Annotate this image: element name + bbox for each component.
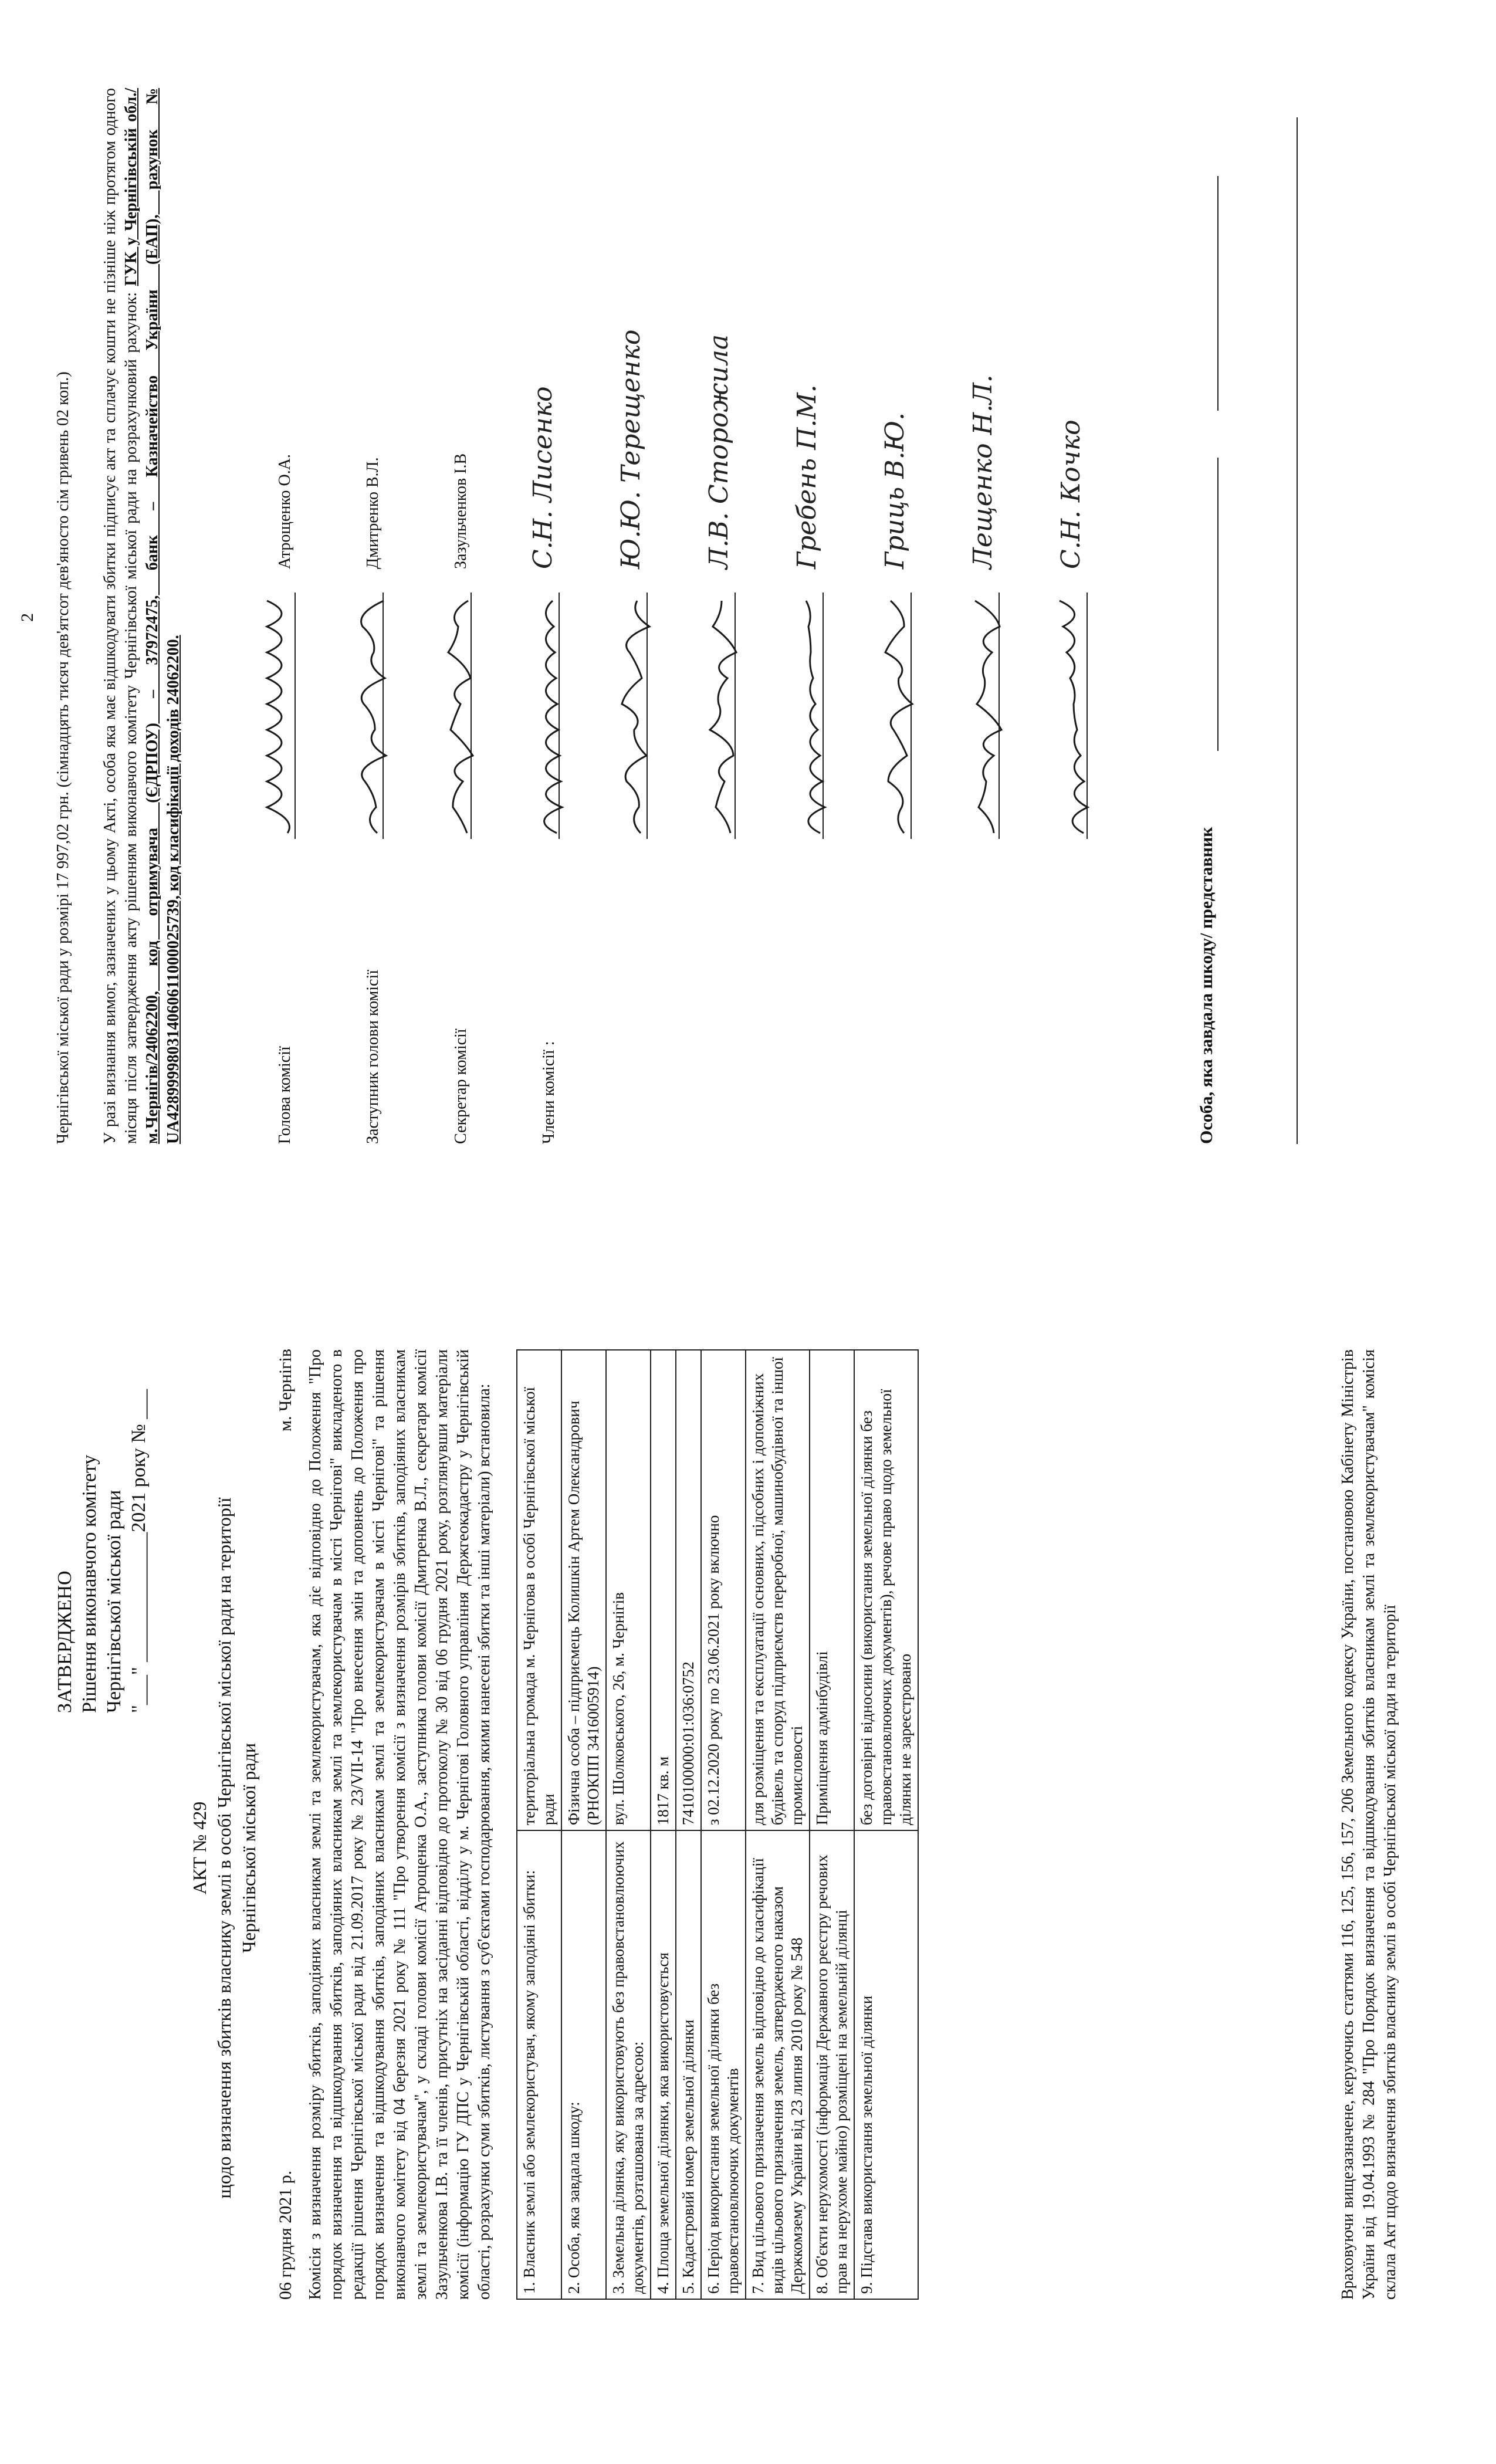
row-field: 1. Власник землі або землекористувач, якому заподіяні збитки: xyxy=(517,1830,561,2299)
handwritten-signature xyxy=(258,593,305,839)
act-details-table xyxy=(516,1349,919,2300)
signature-row xyxy=(346,88,399,1144)
bank-details: ГУК у Чернігівській обл./м.Чернігів/24062200, код отримувача (ЄДРПОУ) – 37972475, банк – Казначейство України (ЕАП), рахунок № UA428999980314060611000025739, код класифікації доходів 24062200. xyxy=(122,87,182,1144)
table-row xyxy=(517,1350,561,2299)
approval-line-3: "___" _____________2021 року № ___ xyxy=(128,1389,150,1713)
approval-line-1: Рішення виконавчого комітету xyxy=(79,1454,100,1713)
row-field: 4. Площа земельної ділянки, яка використовується xyxy=(651,1830,676,2299)
signature-row xyxy=(962,88,1015,1144)
handwritten-signature xyxy=(698,593,745,839)
act-city: м. Чернігів xyxy=(276,1349,295,1431)
row-field: 5. Кадастровий номер земельної ділянки xyxy=(676,1830,701,2299)
signer-role: Секретар комісії xyxy=(452,1028,470,1144)
signature-row xyxy=(610,88,663,1144)
payment-text: У разі визнання вимог, зазначених у цьому Акті, особа яка має відшкодувати збитки підписує акт та сплачує кошти не пізніше ніж протягом одного місяця після затвердження акту рішенням виконавчого комітету Чернігівської міської ради на розрахунковий рахунок: xyxy=(101,88,140,1144)
signature-row xyxy=(698,88,751,1144)
table-row xyxy=(701,1350,746,2299)
act-subject-2: Чернігівської міської ради xyxy=(238,1743,259,1953)
row-value: 7410100000:01:036:0752 xyxy=(676,1350,701,1830)
closing-paragraph: Враховуючи вищезазначене, керуючись статтями 116, 125, 156, 157, 206 Земельного кодексу України, постановою Кабінету Міністрів України від 19.04.1993 № 284 "Про Порядок визначення та відшкодування збитків власникам землі та землекористувачам" комісія склала Акт щодо визначення збитків власнику землі в особі Чернігівської міської ради на території xyxy=(1339,1349,1399,2300)
signature-row xyxy=(786,88,839,1144)
signer-role: Члени комісії : xyxy=(540,1041,558,1144)
act-date: 06 грудня 2021 р. xyxy=(276,2170,295,2300)
approval-block xyxy=(53,1302,151,1713)
handwritten-signature xyxy=(1050,593,1097,839)
representative-signature-line xyxy=(1217,458,1219,751)
signature-row xyxy=(874,88,927,1144)
signer-name: Зазульченков І.В xyxy=(452,453,470,569)
handwritten-name: Ю.Ю. Терещенко xyxy=(616,329,646,569)
row-field: 7. Вид цільового призначення земель відповідно до класифікації видів цільового призначення земель, затвердженого наказом Держкомзему України від 23 липня 2010 року № 548 xyxy=(746,1830,810,2299)
approval-line-2: Чернігівської міської ради xyxy=(103,1490,125,1713)
signature-row xyxy=(258,88,311,1144)
row-value: для розміщення та експлуатації основних, підсобних і допоміжних будівель та споруд підприємств переробної, машинобудівної та іншої промисловості xyxy=(746,1350,810,1830)
amount-paragraph: Чернігівської міської ради у розмірі 17 997,02 грн. (сімнадцять тисяч дев'ятсот дев'яносто сім гривень 02 коп.) xyxy=(54,371,72,1144)
representative-name-line xyxy=(1217,176,1219,411)
signature-row xyxy=(1050,88,1103,1144)
handwritten-signature xyxy=(346,593,393,839)
handwritten-name: Лещенко Н.Л. xyxy=(968,374,998,569)
act-number: АКТ № 429 xyxy=(189,1801,210,1895)
table-row xyxy=(651,1350,676,2299)
row-value: вул. Шолковського, 26, м. Чернігів xyxy=(606,1350,651,1830)
handwritten-signature xyxy=(434,593,481,839)
handwritten-name: Гриць В.Ю. xyxy=(880,412,910,569)
row-field: 8. Об'єкти нерухомості (інформація Державного реєстру речових прав на нерухоме майно) розміщені на земельній ділянці xyxy=(810,1830,854,2299)
signature-row xyxy=(522,88,575,1144)
table-row xyxy=(606,1350,651,2299)
signature-row xyxy=(434,88,487,1144)
act-page-1 xyxy=(0,1232,1496,2464)
table-row xyxy=(561,1350,606,2299)
signer-role: Голова комісії xyxy=(276,1046,294,1144)
row-value: Приміщення адмінбудівлі xyxy=(810,1350,854,1830)
table-row xyxy=(676,1350,701,2299)
handwritten-signature xyxy=(610,593,657,839)
row-value: територіальна громада м. Чернігова в особі Чернігівської міської ради xyxy=(517,1350,561,1830)
intro-paragraph: Комісія з визначення розміру збитків, заподіяних власникам землі та землекористувачам, яка діє відповідно до Положення "Про порядок визначення та відшкодування збитків, заподіяних власникам землі та землекористувачам в місті Чернігові" викладеного в редакції рішення Чернігівської міської ради від 21.09.2017 року № 23/VII-14 "Про внесення змін та доповнень до Положення про порядок визначення та відшкодування збитків, заподіяних власникам землі та землекористувачам в місті Чернігові" та рішення виконавчого комітету від 04 березня 2021 року № 111 "Про утворення комісії з визначення розмірів збитків, заподіяних власникам землі та землекористувачам", у складі голови комісії Атрощенка О.А., заступника голови комісії Дмитренка В.Л., секретаря комісії Зазульченкова І.В. та її членів, присутніх на засіданні відповідно до протоколу № 30 від 06 грудня 2021 року, розглянувши матеріали комісії (інформацію ГУ ДПС у Чернігівській області, відділу у м. Чернігові Головного управління Держгеокадастру у Чернігівській області, розрахунки суми збитків, листування з суб'єктами господарювання, якими нанесені збитки та інші матеріали) встановила: xyxy=(306,1349,493,2300)
signer-role: Заступник голови комісії xyxy=(364,969,382,1144)
payment-paragraph xyxy=(100,88,184,1144)
row-value: без договірні відносини (використання земельної ділянки без правовстановлюючих документів), речове право щодо земельної ділянки не зареєстровано xyxy=(854,1350,918,1830)
handwritten-signature xyxy=(874,593,921,839)
row-field: 9. Підстава використання земельної ділянки xyxy=(854,1830,918,2299)
row-value: Фізична особа – підприємець Колишкін Артем Олександрович (РНОКПП 3416005914) xyxy=(561,1350,606,1830)
table-row xyxy=(810,1350,854,2299)
row-field: 6. Період використання земельної ділянки без правовстановлюючих документів xyxy=(701,1830,746,2299)
table-row xyxy=(746,1350,810,2299)
handwritten-signature xyxy=(786,593,833,839)
page-number: 2 xyxy=(18,613,37,622)
signer-name: Дмитренко В.Л. xyxy=(364,457,382,569)
row-field: 3. Земельна ділянка, яку використовують без правовстановлюючих документів, розташована за адресою: xyxy=(606,1830,651,2299)
row-value: з 02.12.2020 року по 23.06.2021 року включно xyxy=(701,1350,746,1830)
handwritten-name: С.Н. Лисенко xyxy=(528,386,558,569)
handwritten-name: С.Н. Кочко xyxy=(1056,419,1086,569)
handwritten-signature xyxy=(962,593,1009,839)
representative-label: Особа, яка завдала шкоду/ представник xyxy=(1197,827,1216,1144)
handwritten-name: Л.В. Сторожила xyxy=(704,334,734,569)
handwritten-signature xyxy=(522,593,569,839)
row-field: 2. Особа, яка завдала шкоду: xyxy=(561,1830,606,2299)
handwritten-name: Гребень П.М. xyxy=(792,384,822,569)
table-row xyxy=(854,1350,918,2299)
act-subject: щодо визначення збитків власнику землі в особі Чернігівської міської ради на території xyxy=(214,1497,235,2199)
row-value: 1817 кв. м xyxy=(651,1350,676,1830)
signer-name: Атрощенко О.А. xyxy=(276,454,294,569)
representative-extra-line xyxy=(1297,117,1298,1144)
approval-heading: ЗАТВЕРДЖЕНО xyxy=(54,1571,76,1713)
